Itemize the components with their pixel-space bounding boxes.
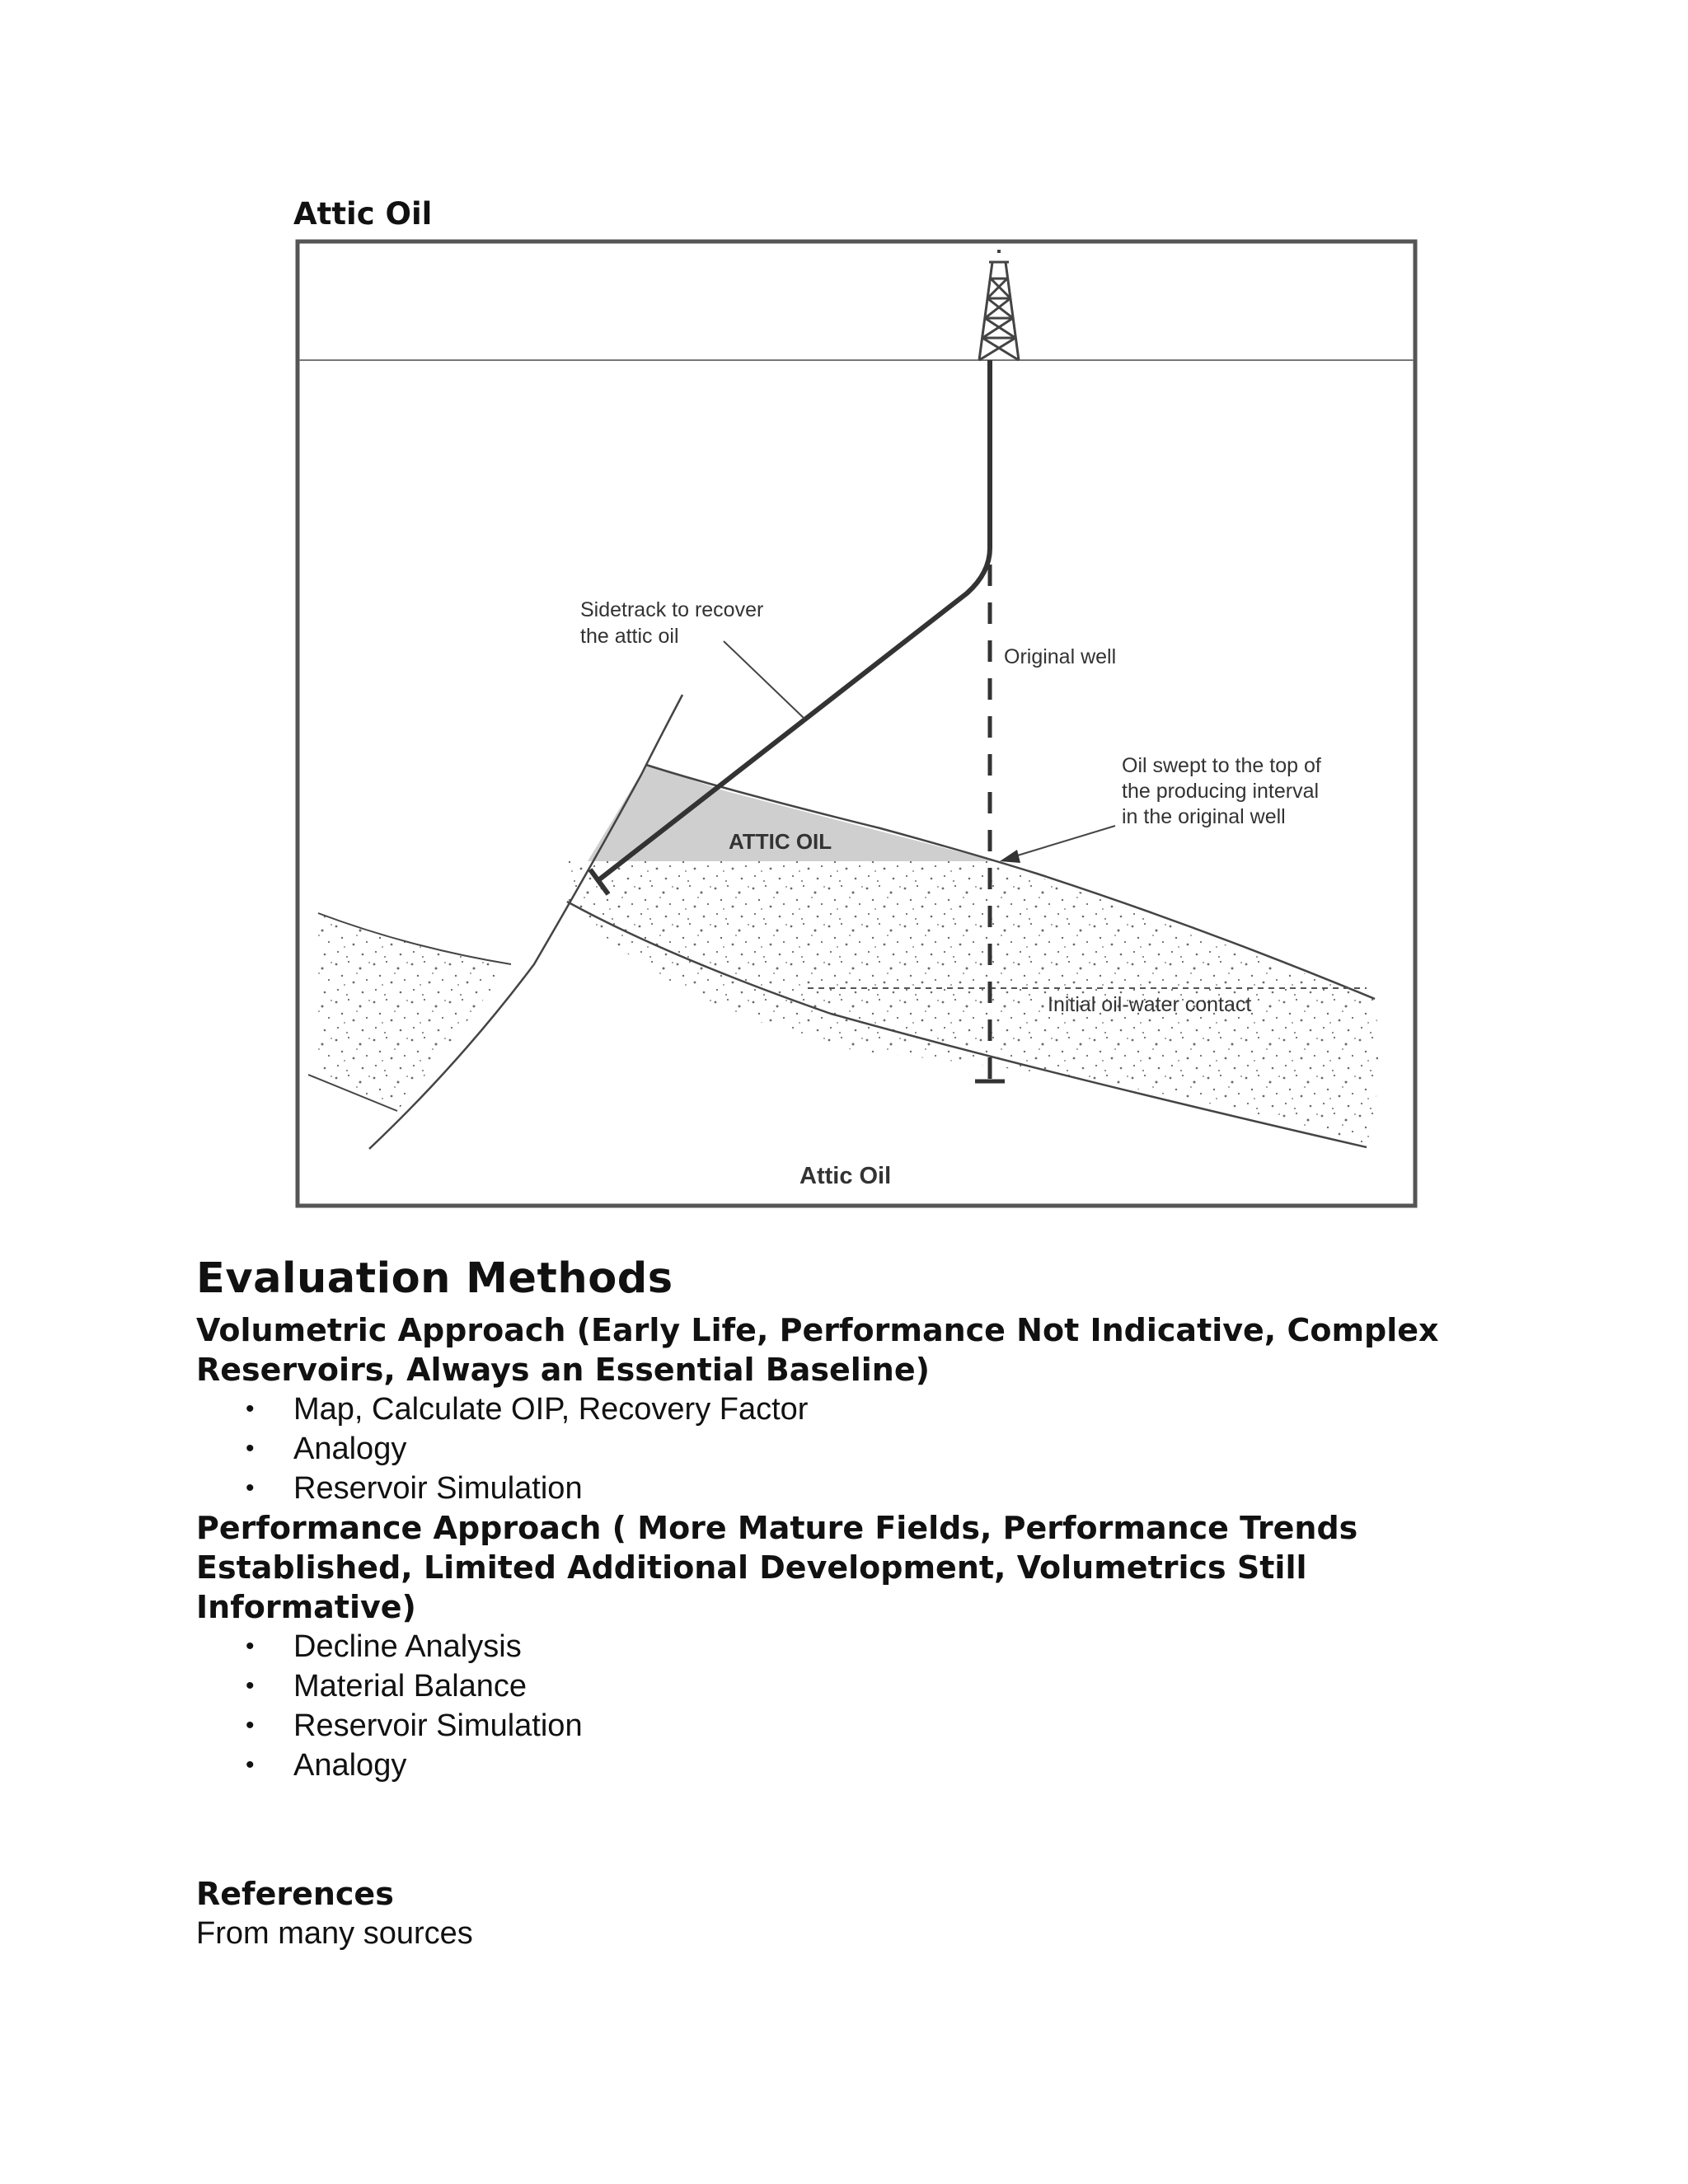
performance-approach-heading-line1: Performance Approach ( More Mature Fields, Performance Trends [196,1510,1358,1546]
bullet-icon: • [246,1633,255,1660]
evaluation-methods-title: Evaluation Methods [196,1254,673,1303]
bullet-icon: • [246,1712,255,1739]
list-item [246,1429,1482,1469]
list-item-text: Analogy [293,1432,407,1466]
list-item [246,1706,1482,1746]
list-item-text: Decline Analysis [293,1629,522,1664]
bullet-icon: • [246,1751,255,1779]
bullet-icon: • [246,1474,255,1502]
oil-water-contact-label: Initial oil-water contact [1048,993,1252,1016]
evaluation-methods-section [196,1251,1482,1953]
oil-swept-label-line2: the producing interval [1122,780,1320,803]
attic-oil-label: ATTIC OIL [729,829,832,854]
volumetric-approach-list [196,1390,1482,1508]
oil-swept-label-line1: Oil swept to the top of [1122,754,1321,777]
list-item-text: Reservoir Simulation [293,1708,583,1743]
list-item [246,1627,1482,1666]
list-item [246,1666,1482,1706]
list-item-text: Analogy [293,1748,407,1783]
performance-approach-list [196,1627,1482,1785]
sidetrack-label-line2: the attic oil [580,625,679,648]
attic-oil-diagram [295,239,1418,1208]
references-text: From many sources [196,1916,473,1951]
sidetrack-label-line1: Sidetrack to recover [580,598,764,621]
list-item [246,1469,1482,1508]
list-item [246,1746,1482,1785]
list-item-text: Reservoir Simulation [293,1471,583,1506]
bullet-icon: • [246,1435,255,1462]
list-item-text: Material Balance [293,1669,528,1704]
figure-heading: Attic Oil [293,196,433,232]
bullet-icon: • [246,1395,255,1422]
list-item-text: Map, Calculate OIP, Recovery Factor [293,1392,809,1427]
performance-approach-heading-line2: Established, Limited Additional Development, Volumetrics Still Informative) [196,1549,1307,1625]
oil-swept-label-line3: in the original well [1122,805,1286,828]
volumetric-approach-heading-line2: Reservoirs, Always an Essential Baseline) [196,1352,930,1388]
figure-caption: Attic Oil [799,1163,892,1189]
original-well-label: Original well [1004,645,1117,668]
volumetric-approach-heading-line1: Volumetric Approach (Early Life, Performance Not Indicative, Complex [196,1312,1439,1348]
list-item [246,1390,1482,1429]
references-title: References [196,1876,394,1912]
bullet-icon: • [246,1672,255,1699]
